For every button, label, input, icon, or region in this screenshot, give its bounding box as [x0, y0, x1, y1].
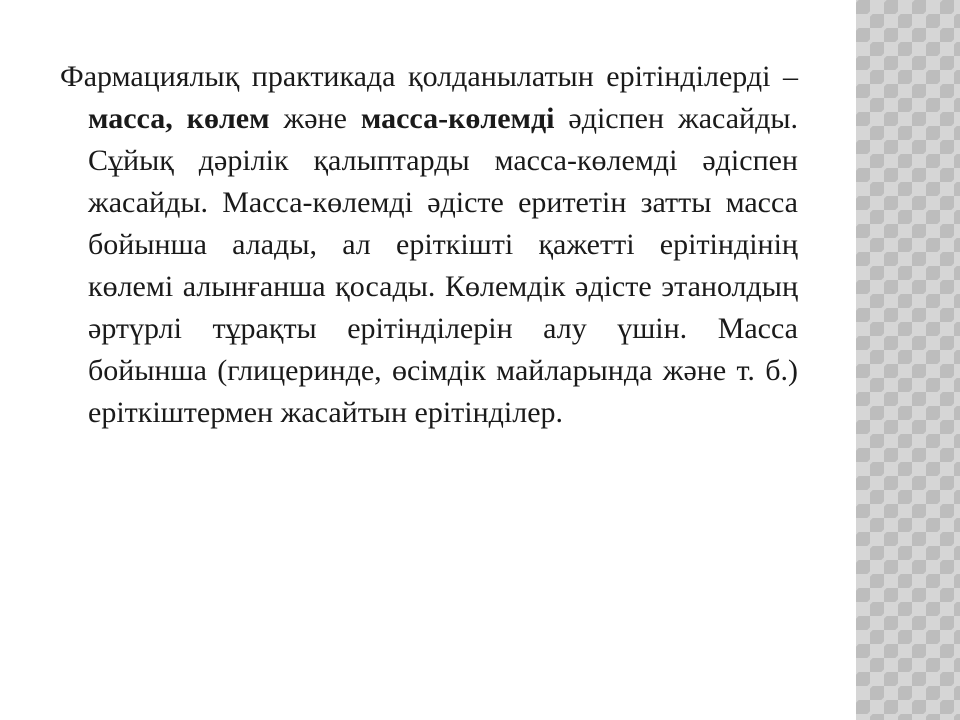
- body-paragraph: [60, 56, 798, 434]
- paragraph-text-1: Фармациялық практикада қолданылатын ерітінділерді –: [60, 60, 798, 93]
- paragraph-bold-term-mass-volumetric: масса-көлемді: [360, 102, 555, 135]
- paragraph-text-3: әдіспен жасайды. Сұйық дәрілік қалыптарды масса-көлемді әдіспен жасайды. Масса-көлемді әдісте еритетін затты масса бойынша алады, ал еріткішті қажетті ерітіндінің көлемі алынғанша қосады. Көлемдік әдісте этанолдың әртүрлі тұрақты ерітінділерін алу үшін. Масса бойынша (глицеринде, өсімдік майларында және т. б.) еріткіштермен жасайтын ерітінділер.: [88, 102, 799, 429]
- slide-body: [60, 56, 798, 434]
- decorative-side-band: [856, 0, 960, 720]
- paragraph-text-2: және: [269, 102, 361, 135]
- paragraph-bold-term-mass-volume: масса, көлем: [88, 102, 270, 135]
